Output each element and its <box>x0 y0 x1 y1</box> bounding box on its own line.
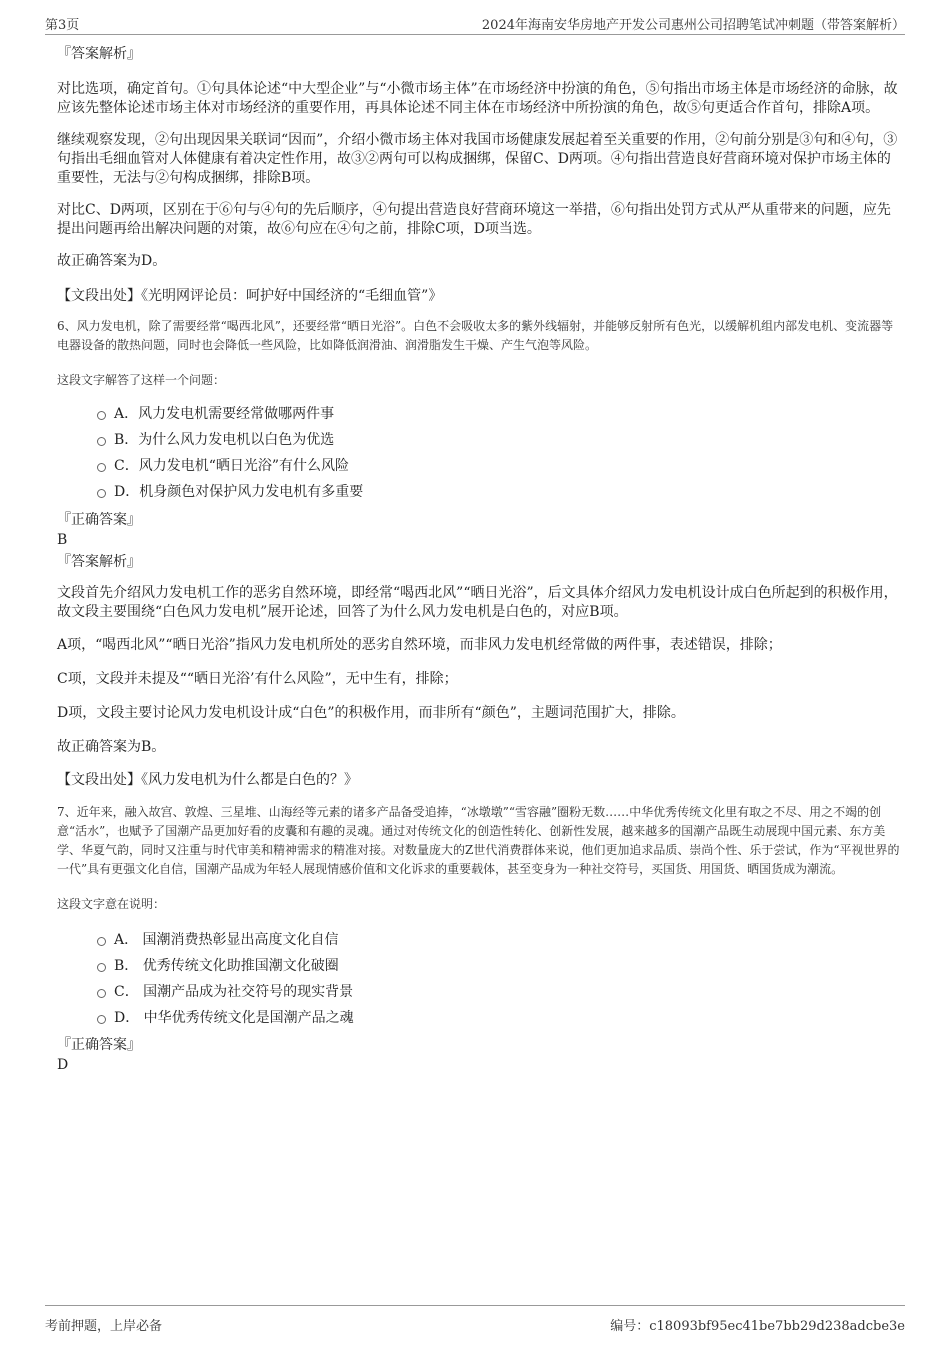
q5-conclusion: 故正确答案为D。 <box>57 253 167 269</box>
q6-option-c[interactable]: C．风力发电机“晒日光浴”有什么风险 <box>97 453 902 479</box>
q6-answer-label: 『正确答案』 <box>57 512 141 528</box>
q6-conclusion: 故正确答案为B。 <box>57 739 166 755</box>
radio-icon[interactable] <box>97 489 106 498</box>
radio-icon[interactable] <box>97 1015 106 1024</box>
q5-source: 【文段出处】《光明网评论员：呵护好中国经济的“毛细血管”》 <box>57 288 443 304</box>
q6-analysis-para3: C项，文段并未提及““晒日光浴’有什么风险”，无中生有，排除； <box>57 671 458 687</box>
q7-answer-label: 『正确答案』 <box>57 1037 141 1053</box>
q7-option-b[interactable]: B． 优秀传统文化助推国潮文化破圈 <box>97 953 902 979</box>
q6-options <box>97 401 902 505</box>
radio-icon[interactable] <box>97 989 106 998</box>
radio-icon[interactable] <box>97 963 106 972</box>
q7-stem: 7、近年来，融入故宫、敦煌、三星堆、山海经等元素的诸多产品备受追捧，“冰墩墩”“雪容融”圈粉无数……中华优秀传统文化里有取之不尽、用之不竭的创意“活水”，也赋予了国潮产品更加好看的皮囊和有趣的灵魂。通过对传统文化的创造性转化、创新性发展，越来越多的国潮产品既生动展现中国元素、东方美学、华夏气韵，同时又注重与时代审美和精神需求的精准对接。对数量庞大的Z世代消费群体来说，他们更加追求品质、崇尚个性、乐于尝试，作为“平视世界的一代”具有更强文化自信，国潮产品成为年轻人展现情感价值和文化诉求的重要载体，甚至变身为一种社交符号，买国货、用国货、晒国货成为潮流。 <box>57 805 900 876</box>
page-header <box>45 14 905 35</box>
q6-option-d[interactable]: D．机身颜色对保护风力发电机有多重要 <box>97 479 902 505</box>
q7-option-c[interactable]: C． 国潮产品成为社交符号的现实背景 <box>97 979 902 1005</box>
radio-icon[interactable] <box>97 463 106 472</box>
q7-question: 这段文字意在说明： <box>57 897 166 911</box>
q6-analysis-para2: A项，“喝西北风”“晒日光浴”指风力发电机所处的恶劣自然环境，而非风力发电机经常做的两件事，表述错误，排除； <box>57 637 782 653</box>
radio-icon[interactable] <box>97 437 106 446</box>
q5-analysis-para2: 继续观察发现，②句出现因果关联词“因而”，介绍小微市场主体对我国市场健康发展起着至关重要的作用，②句前分别是③句和④句，③句指出毛细血管对人体健康有着决定性作用，故③②两句可以构成捆绑，保留C、D两项。④句指出营造良好营商环境对保护市场主体的重要性，无法与②句构成捆绑，排除B项。 <box>57 132 898 186</box>
q6-stem: 6、风力发电机，除了需要经常“喝西北风”，还要经常“晒日光浴”。白色不会吸收太多的紫外线辐射，并能够反射所有色光，以缓解机组内部发电机、变流器等电器设备的散热问题，同时也会降低一些风险，比如降低润滑油、润滑脂发生干燥、产生气泡等风险。 <box>57 319 894 352</box>
q7-option-d[interactable]: D． 中华优秀传统文化是国潮产品之魂 <box>97 1005 902 1031</box>
q7-options <box>97 927 902 1031</box>
page-number: 第3页 <box>45 18 80 33</box>
footer-slogan: 考前押题，上岸必备 <box>45 1319 163 1334</box>
q6-source: 【文段出处】《风力发电机为什么都是白色的？》 <box>57 772 358 788</box>
document-title: 2024年海南安华房地产开发公司惠州公司招聘笔试冲刺题（带答案解析） <box>481 18 905 33</box>
page-footer <box>45 1305 905 1336</box>
document-body <box>57 44 902 1075</box>
q7-answer: D <box>57 1057 69 1073</box>
q6-analysis-para1: 文段首先介绍风力发电机工作的恶劣自然环境，即经常“喝西北风”“晒日光浴”，后文具体介绍风力发电机设计成白色所起到的积极作用，故文段主要围绕“白色风力发电机”展开论述，回答了为什么风力发电机是白色的，对应B项。 <box>57 585 898 620</box>
radio-icon[interactable] <box>97 411 106 420</box>
q7-option-a[interactable]: A． 国潮消费热彰显出高度文化自信 <box>97 927 902 953</box>
document-id: 编号：c18093bf95ec41be7bb29d238adcbe3e <box>610 1319 905 1334</box>
q6-option-b[interactable]: B．为什么风力发电机以白色为优选 <box>97 427 902 453</box>
q5-analysis-para3: 对比C、D两项，区别在于⑥句与④句的先后顺序，④句提出营造良好营商环境这一举措，⑥句指出处罚方式从严从重带来的问题，应先提出问题再给出解决问题的对策，故⑥句应在④句之前，排除C项，D项当选。 <box>57 202 891 237</box>
q5-analysis-label: 『答案解析』 <box>57 46 141 62</box>
q6-analysis-para4: D项，文段主要讨论风力发电机设计成“白色”的积极作用，而非所有“颜色”，主题词范围扩大，排除。 <box>57 705 685 721</box>
q6-analysis-label: 『答案解析』 <box>57 554 141 570</box>
q6-answer: B <box>57 532 68 548</box>
q6-question: 这段文字解答了这样一个问题： <box>57 373 226 387</box>
q6-option-a[interactable]: A．风力发电机需要经常做哪两件事 <box>97 401 902 427</box>
radio-icon[interactable] <box>97 937 106 946</box>
q5-analysis-para1: 对比选项，确定首句。①句具体论述“中大型企业”与“小微市场主体”在市场经济中扮演的角色，⑤句指出市场主体是市场经济的命脉，故应该先整体论述市场主体对市场经济的重要作用，再具体论述不同主体在市场经济中所扮演的角色，故⑤句更适合作首句，排除A项。 <box>57 81 898 116</box>
